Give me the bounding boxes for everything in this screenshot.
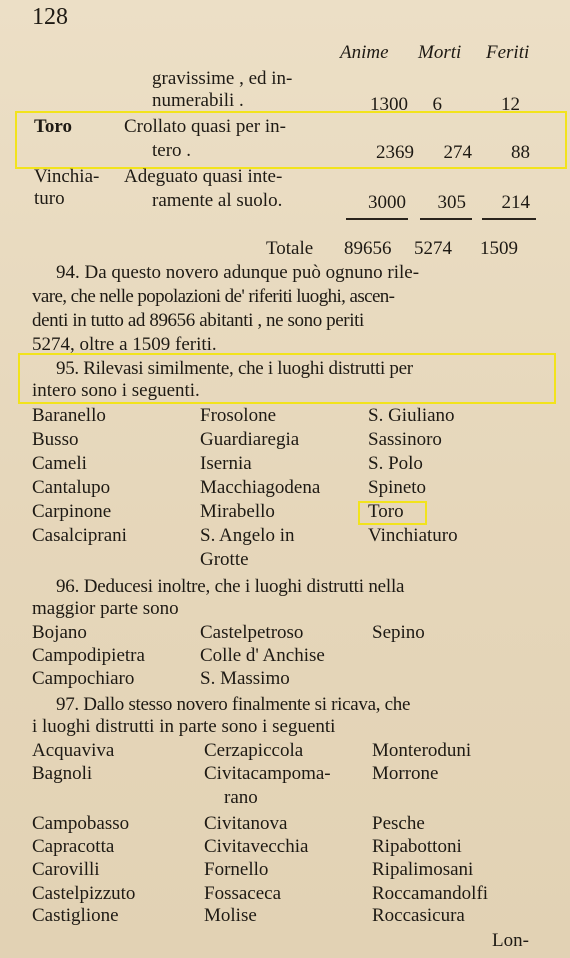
p96-line-1: 96. Deducesi inoltre, che i luoghi distrutti nella xyxy=(56,576,405,597)
list95-item-r3-c1: Cameli xyxy=(32,453,87,474)
list97-item-r6-c1: Carovilli xyxy=(32,859,100,880)
list97-item-r3-c2: rano xyxy=(224,787,258,808)
p94-line-4: 5274, oltre a 1509 feriti. xyxy=(32,334,217,355)
list97-item-r2-c3: Morrone xyxy=(372,763,439,784)
list95-item-r6-c2: S. Angelo in xyxy=(200,525,295,546)
list95-item-r1-c2: Frosolone xyxy=(200,405,276,426)
list97-item-r1-c1: Acquaviva xyxy=(32,740,115,761)
header-morti: Morti xyxy=(418,42,462,63)
p96-line-2: maggior parte sono xyxy=(32,598,179,619)
list96-item-r3-c2: S. Massimo xyxy=(200,668,290,689)
list95-item-r4-c2: Macchiagodena xyxy=(200,477,321,498)
list96-item-r1-c2: Castelpetroso xyxy=(200,622,304,643)
list95-item-r2-c1: Busso xyxy=(32,429,79,450)
list95-item-r3-c2: Isernia xyxy=(200,453,252,474)
vinchia-morti: 305 xyxy=(437,192,466,213)
list95-item-r4-c3: Spineto xyxy=(368,477,427,498)
list95-item-r1-c1: Baranello xyxy=(32,405,106,426)
total-morti: 5274 xyxy=(414,238,452,259)
p95-line-2: intero sono i seguenti. xyxy=(32,380,200,401)
list97-item-r5-c3: Ripabottoni xyxy=(372,836,462,857)
list95-item-r1-c3: S. Giuliano xyxy=(368,405,455,426)
toro-desc-2: tero . xyxy=(152,140,192,161)
page-number: 128 xyxy=(32,4,68,30)
catchword: Lon- xyxy=(492,930,529,951)
list95-item-r5-c2: Mirabello xyxy=(200,501,275,522)
vinchia-anime: 3000 xyxy=(368,192,406,213)
toro-desc-1: Crollato quasi per in- xyxy=(124,116,286,137)
highlight-toro-list xyxy=(358,501,427,525)
list97-item-r7-c1: Castelpizzuto xyxy=(32,883,136,904)
toro-feriti: 88 xyxy=(511,142,530,163)
list95-item-r7-c2: Grotte xyxy=(200,549,249,570)
list97-item-r7-c2: Fossaceca xyxy=(204,883,282,904)
toro-morti: 274 xyxy=(443,142,472,163)
vinchia-place-2: turo xyxy=(34,188,65,209)
sum-rule-3 xyxy=(482,218,536,220)
total-feriti: 1509 xyxy=(480,238,518,259)
total-label: Totale xyxy=(266,238,314,259)
vinchia-desc-2: ramente al suolo. xyxy=(152,190,283,211)
cont-morti: 6 xyxy=(432,94,442,115)
list97-item-r4-c1: Campobasso xyxy=(32,813,130,834)
p97-line-1: 97. Dallo stesso novero finalmente si ricava, che xyxy=(56,694,411,715)
cont-line-1: gravissime , ed in- xyxy=(152,68,293,89)
list97-item-r8-c3: Roccasicura xyxy=(372,905,465,926)
list97-item-r5-c2: Civitavecchia xyxy=(204,836,309,857)
sum-rule-1 xyxy=(346,218,408,220)
list97-item-r5-c1: Capracotta xyxy=(32,836,115,857)
list96-item-r2-c1: Campodipietra xyxy=(32,645,145,666)
list95-item-r4-c1: Cantalupo xyxy=(32,477,111,498)
list97-item-r8-c1: Castiglione xyxy=(32,905,119,926)
p94-line-2: vare, che nelle popolazioni de' riferiti luoghi, ascen- xyxy=(32,286,395,307)
p94-line-1: 94. Da questo novero adunque può ognuno rile- xyxy=(56,262,420,283)
list97-item-r6-c2: Fornello xyxy=(204,859,269,880)
list95-item-r5-c1: Carpinone xyxy=(32,501,112,522)
list97-item-r1-c2: Cerzapiccola xyxy=(204,740,304,761)
p94-line-3: denti in tutto ad 89656 abitanti , ne sono periti xyxy=(32,310,364,331)
list95-item-r6-c3: Vinchiaturo xyxy=(368,525,458,546)
vinchia-place-1: Vinchia- xyxy=(34,166,100,187)
cont-anime: 1300 xyxy=(370,94,408,115)
list97-item-r4-c2: Civitanova xyxy=(204,813,288,834)
list96-item-r1-c3: Sepino xyxy=(372,622,425,643)
p95-line-1: 95. Rilevasi similmente, che i luoghi distrutti per xyxy=(56,358,413,379)
header-anime: Anime xyxy=(340,42,389,63)
list97-item-r7-c3: Roccamandolfi xyxy=(372,883,489,904)
cont-line-2: numerabili . xyxy=(152,90,244,111)
list95-item-r2-c3: Sassinoro xyxy=(368,429,442,450)
list95-item-r6-c1: Casalciprani xyxy=(32,525,127,546)
toro-place: Toro xyxy=(34,116,73,137)
header-feriti: Feriti xyxy=(486,42,530,63)
highlight-toro-row xyxy=(15,111,567,169)
list95-item-r5-c3: Toro xyxy=(368,501,404,522)
vinchia-feriti: 214 xyxy=(501,192,530,213)
sum-rule-2 xyxy=(420,218,472,220)
vinchia-desc-1: Adeguato quasi inte- xyxy=(124,166,283,187)
list96-item-r3-c1: Campochiaro xyxy=(32,668,135,689)
list97-item-r1-c3: Monteroduni xyxy=(372,740,472,761)
list97-item-r4-c3: Pesche xyxy=(372,813,425,834)
list96-item-r1-c1: Bojano xyxy=(32,622,87,643)
list96-item-r2-c2: Colle d' Anchise xyxy=(200,645,325,666)
toro-anime: 2369 xyxy=(376,142,414,163)
list97-item-r2-c1: Bagnoli xyxy=(32,763,93,784)
list97-item-r6-c3: Ripalimosani xyxy=(372,859,474,880)
list97-item-r2-c2: Civitacampoma- xyxy=(204,763,331,784)
list95-item-r2-c2: Guardiaregia xyxy=(200,429,300,450)
p97-line-2: i luoghi distrutti in parte sono i seguenti xyxy=(32,716,336,737)
list97-item-r8-c2: Molise xyxy=(204,905,257,926)
list95-item-r3-c3: S. Polo xyxy=(368,453,423,474)
total-anime: 89656 xyxy=(344,238,392,259)
cont-feriti: 12 xyxy=(501,94,520,115)
